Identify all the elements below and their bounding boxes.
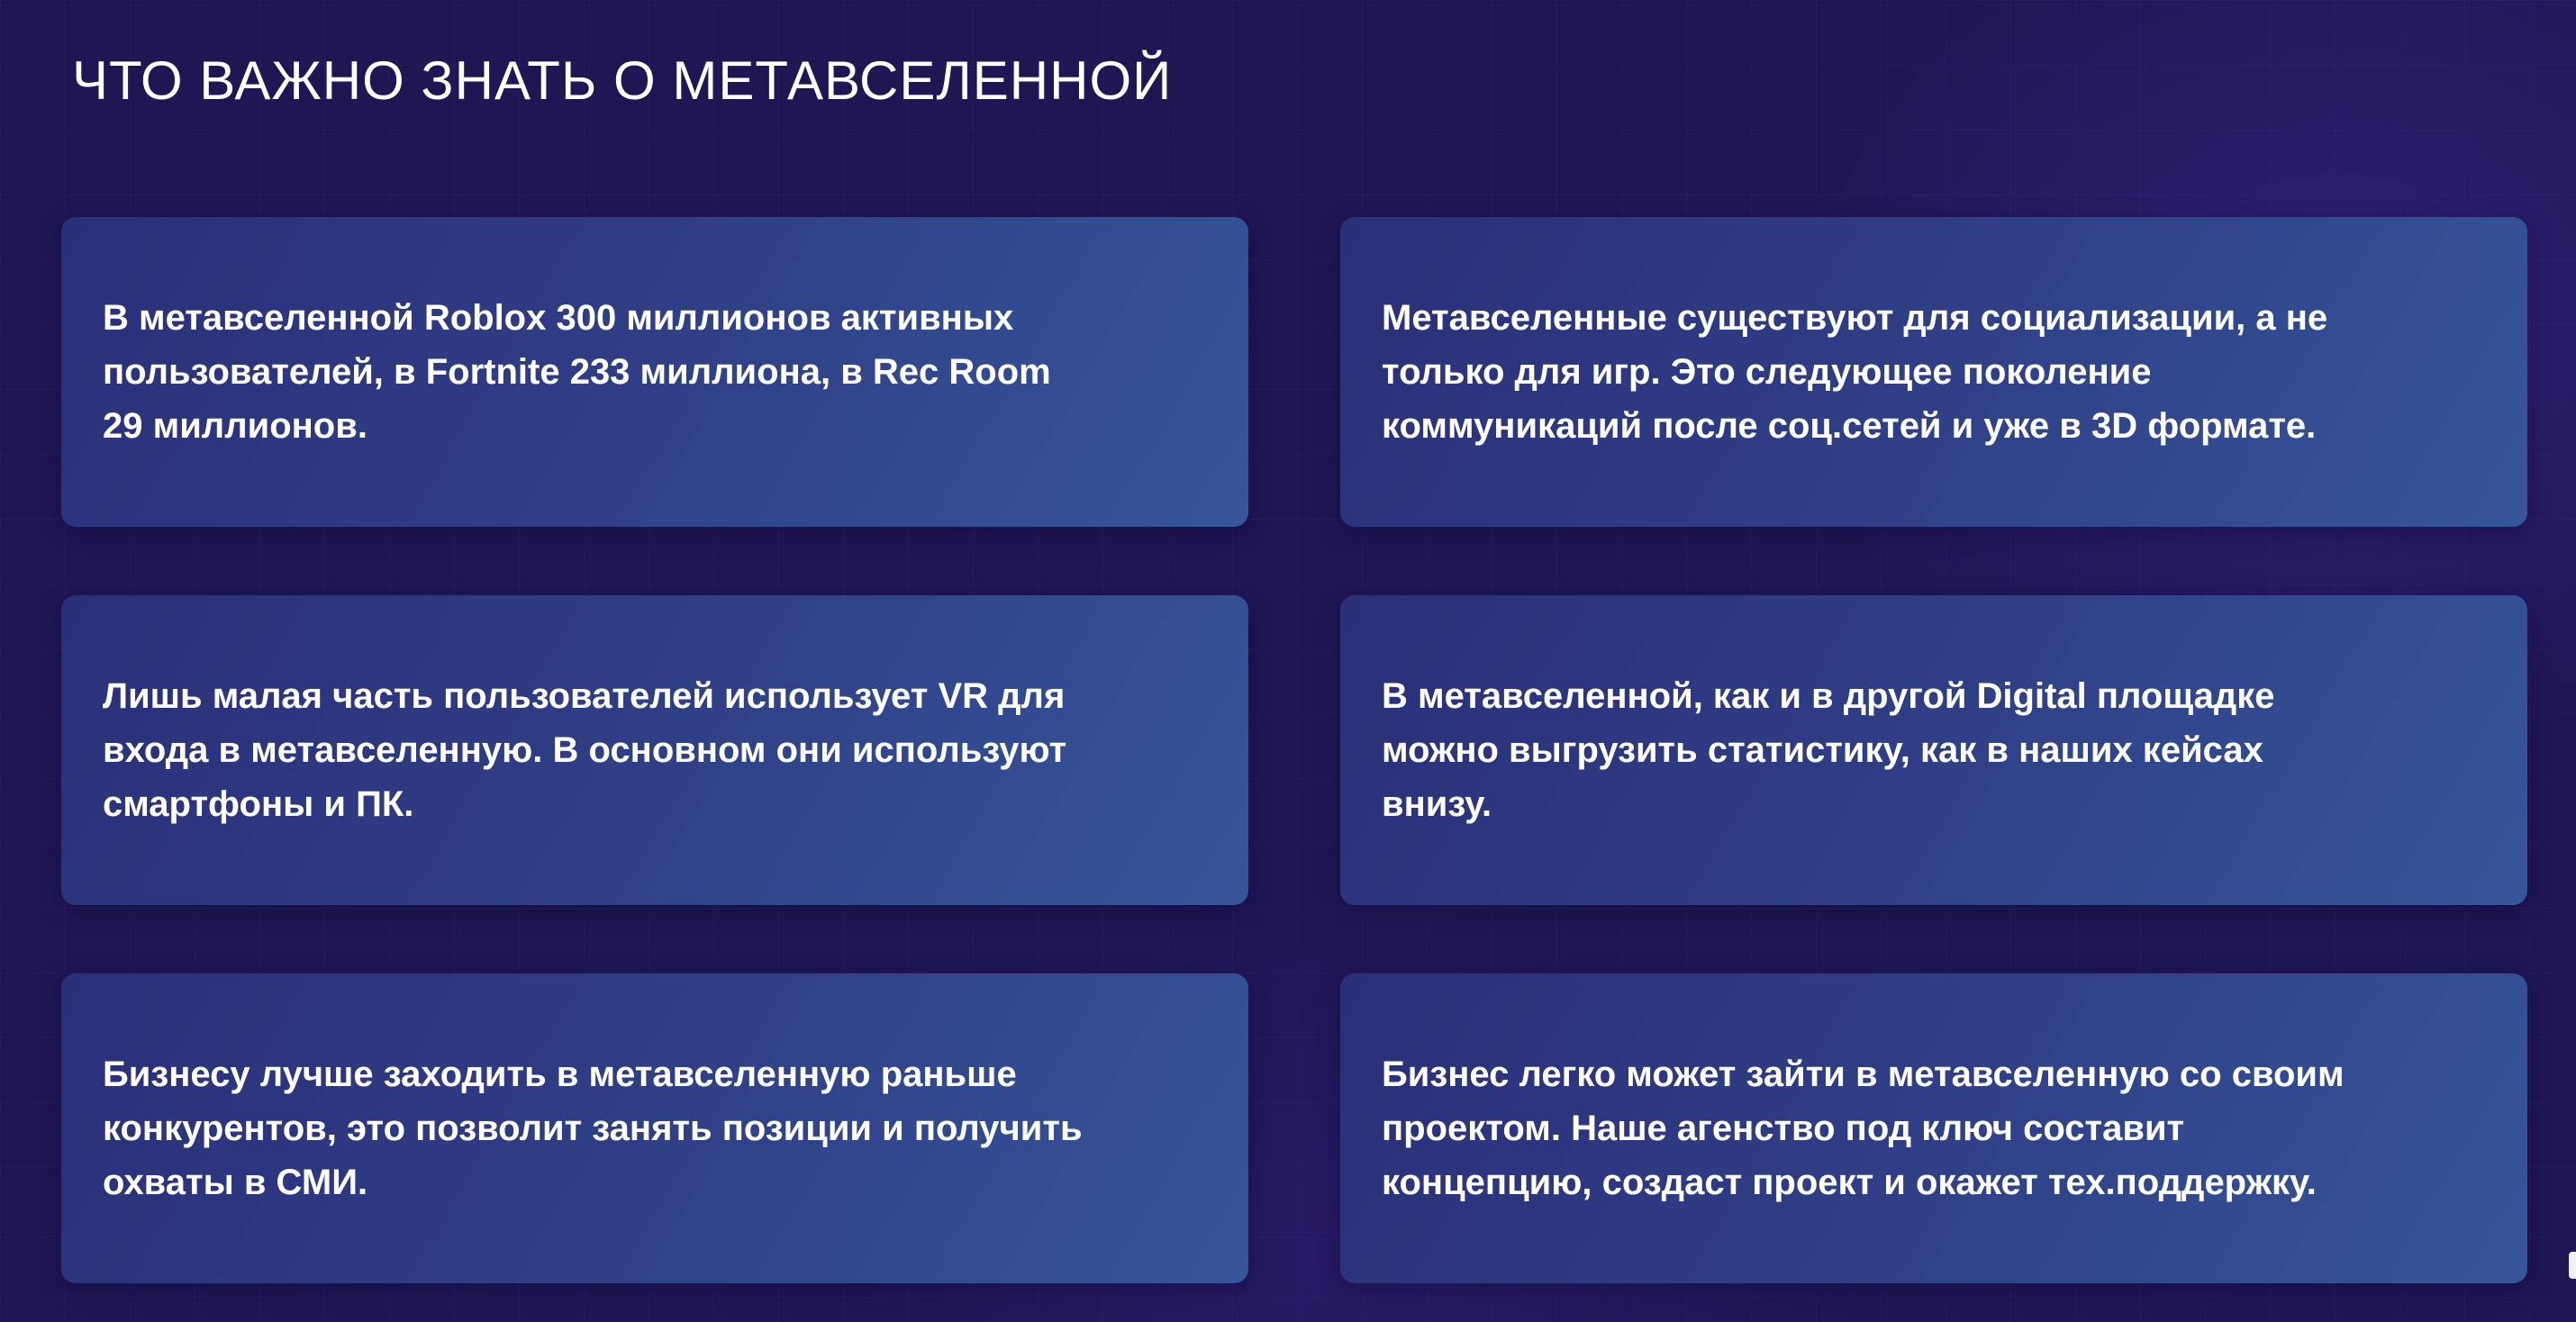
fact-card-text: В метавселенной Roblox 300 миллионов активных пользователей, в Fortnite 233 миллиона, в Rec Room 29 миллионов. (103, 298, 1051, 446)
fact-card-text: Бизнес легко может зайти в метавселенную со своим проектом. Наше агенство под ключ составит концепцию, создаст проект и окажет тех.поддержку. (1382, 1055, 2345, 1202)
facts-grid (61, 217, 2527, 1284)
fact-card-text: В метавселенной, как и в другой Digital площадке можно выгрузить статистику, как в наших кейсах внизу. (1382, 676, 2275, 824)
fact-card-statistics (1340, 595, 2527, 905)
fact-card-roblox-users (61, 217, 1248, 527)
fact-card-vr-usage (61, 595, 1248, 905)
page-title: ЧТО ВАЖНО ЗНАТЬ О МЕТАВСЕЛЕННОЙ (72, 50, 1173, 111)
fact-card-early-entry (61, 973, 1248, 1283)
fact-card-agency-offer (1340, 973, 2527, 1283)
fact-card-text: Лишь малая часть пользователей использует VR для входа в метавселенную. В основном они используют смартфоны и ПК. (103, 676, 1067, 824)
fact-card-text: Бизнесу лучше заходить в метавселенную раньше конкурентов, это позволит занять позиции и получить охваты в СМИ. (103, 1055, 1083, 1202)
fact-card-text: Метавселенные существуют для социализации, а не только для игр. Это следующее поколение коммуникаций после соц.сетей и уже в 3D формате. (1382, 298, 2328, 446)
fact-card-socialization (1340, 217, 2527, 527)
edge-widget-tab[interactable] (2569, 1252, 2576, 1279)
